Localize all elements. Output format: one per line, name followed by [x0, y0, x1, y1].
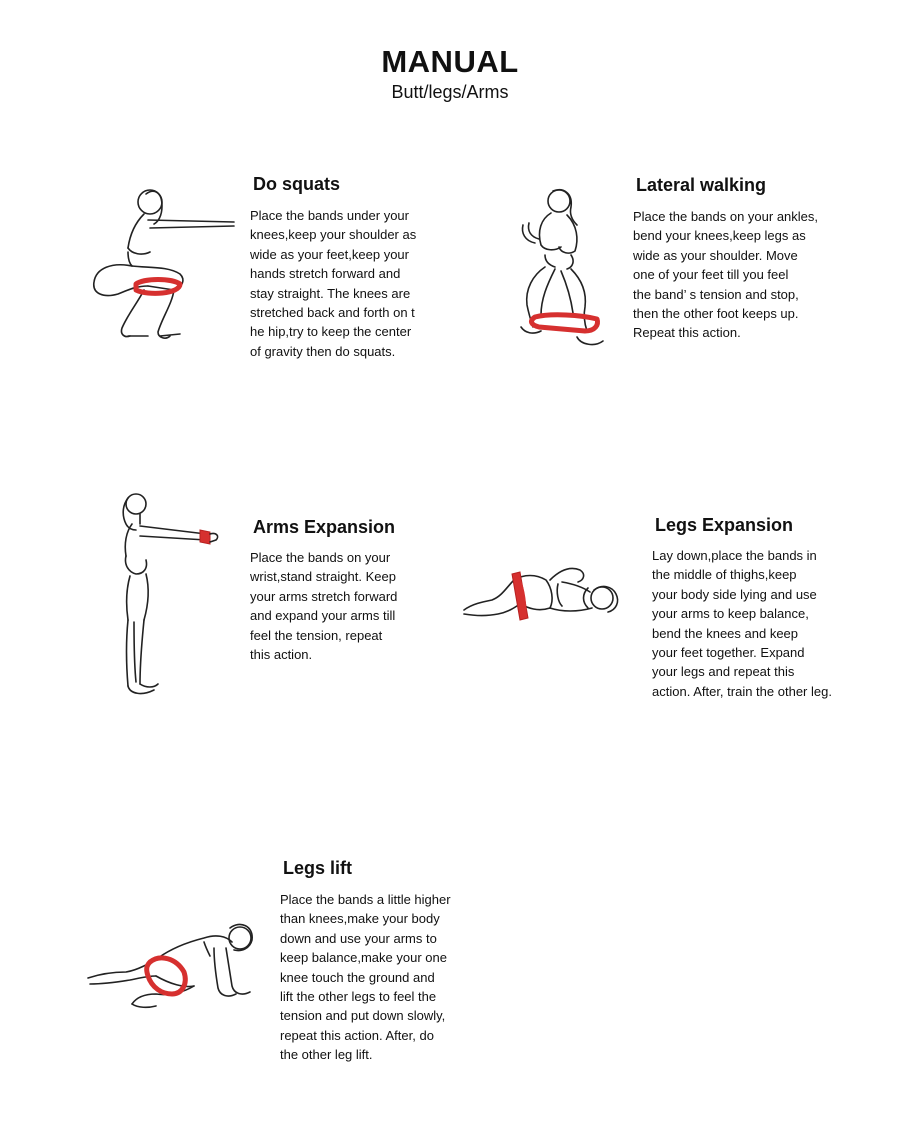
lateral-walk-figure-illustration: [515, 185, 615, 353]
manual-subtitle: Butt/legs/Arms: [391, 82, 509, 102]
section-title: Arms Expansion: [253, 517, 396, 537]
arms-expansion-figure-illustration: [112, 490, 232, 702]
section-title: Legs lift: [283, 858, 353, 878]
section-instructions: Place the bands on your ankles, bend your knees,keep legs as wide as your shoulder. Move one of your feet till you feel the band’ s tension and stop, then the other foot keeps up. Repeat this action.: [633, 209, 819, 341]
legs-expansion-figure-illustration: [462, 558, 626, 628]
section-instructions: Place the bands on your wrist,stand straight. Keep your arms stretch forward and expand your arms till feel the tension, repeat this action.: [250, 550, 398, 663]
section-title: Do squats: [253, 174, 341, 194]
manual-title: MANUAL: [381, 44, 519, 79]
section-instructions: Place the bands under your knees,keep your shoulder as wide as your feet,keep your hands stretch forward and stay straight. The knees are stretched back and forth on t he hip,try to keep the center of gravity then do squats.: [250, 208, 417, 359]
squat-figure-illustration: [88, 182, 238, 350]
section-title: Legs Expansion: [655, 515, 794, 535]
section-instructions: Place the bands a little higher than knees,make your body down and use your arms to keep balance,make your one knee touch the ground and lift the other legs to feel the tension and put down slowly, repeat this action. After, do the other leg lift.: [280, 892, 451, 1063]
legs-lift-figure-illustration: [86, 914, 258, 1014]
section-title: Lateral walking: [636, 175, 767, 195]
section-instructions: Lay down,place the bands in the middle of thighs,keep your body side lying and use your arms to keep balance, bend the knees and keep your feet together. Expand your legs and repeat this action. After, train the other leg.: [652, 548, 832, 699]
